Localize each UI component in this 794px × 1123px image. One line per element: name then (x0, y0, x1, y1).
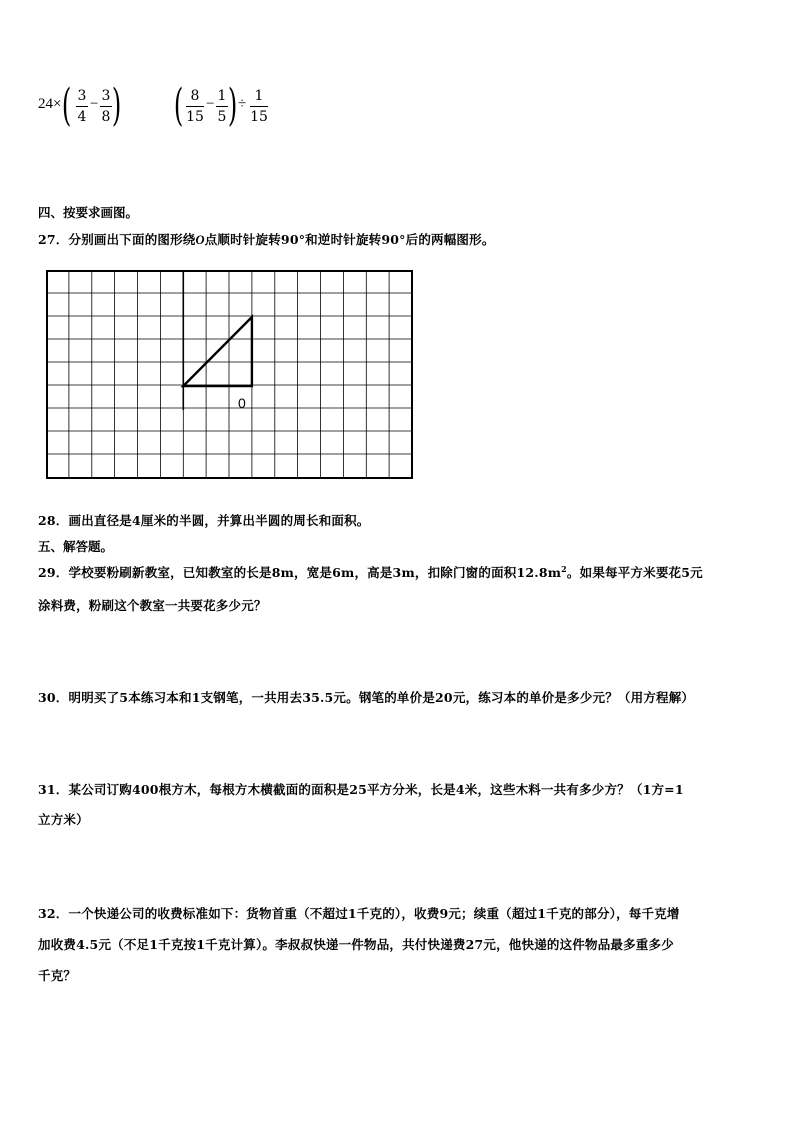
fraction-3-8: 3 8 (101, 88, 111, 125)
question-30: 30．明明买了5本练习本和1支钢笔，一共用去35.5元。钢笔的单价是20元，练习本的单价是多少元？（用方程解） (38, 690, 695, 705)
question-32-line-1: 32．一个快递公司的收费标准如下：货物首重（不超过1千克的），收费9元；续重（超过1千克的部分），每千克增 (38, 906, 680, 921)
question-32-line-2: 加收费4.5元（不足1千克按1千克计算）。李叔叔快递一件物品，共付快递费27元，他快递的这件物品最多重多少 (38, 937, 674, 952)
point-o-marker: 0 (238, 395, 246, 411)
minus-sign: − (90, 96, 99, 112)
question-31-line-2: 立方米） (38, 812, 89, 827)
right-triangle (183, 317, 252, 386)
question-31-line-1: 31．某公司订购400根方木，每根方木横截面的面积是25平方分米，长是4米，这些木料一共有多少方？（1方=1 (38, 782, 684, 797)
question-28: 28．画出直径是4厘米的半圆，并算出半圆的周长和面积。 (38, 513, 370, 528)
grid-border (47, 271, 412, 478)
left-paren: ( (61, 80, 72, 131)
divide-sign: ÷ (238, 96, 247, 112)
question-32-line-3: 千克？ (38, 968, 77, 983)
question-27: 27．分别画出下面的图形绕O点顺时针旋转90°和逆时针旋转90°后的两幅图形。 (38, 232, 495, 247)
section-5-heading: 五、解答题。 (38, 539, 114, 554)
right-paren: ) (111, 80, 122, 131)
fraction-1-15: 1 15 (250, 88, 268, 125)
question-29-line-2: 涂料费，粉刷这个教室一共要花多少元？ (38, 598, 267, 613)
right-paren: ) (227, 80, 238, 131)
point-o-label: O (195, 233, 205, 247)
fraction-3-4: 3 4 (77, 88, 87, 125)
section-4-heading: 四、按要求画图。 (38, 205, 139, 220)
minus-sign: − (206, 96, 215, 112)
left-paren: ( (173, 80, 184, 131)
fraction-1-5: 1 5 (217, 88, 227, 125)
expr1-lead: 24× (38, 96, 62, 112)
fraction-8-15: 8 15 (186, 88, 204, 125)
question-29-line-1: 29．学校要粉刷新教室，已知教室的长是8m，宽是6m，高是3m，扣除门窗的面积$12.8m^2$。如果每平方米要花5元 (38, 563, 703, 580)
rotation-grid (46, 270, 414, 480)
grid-lines (46, 270, 412, 478)
